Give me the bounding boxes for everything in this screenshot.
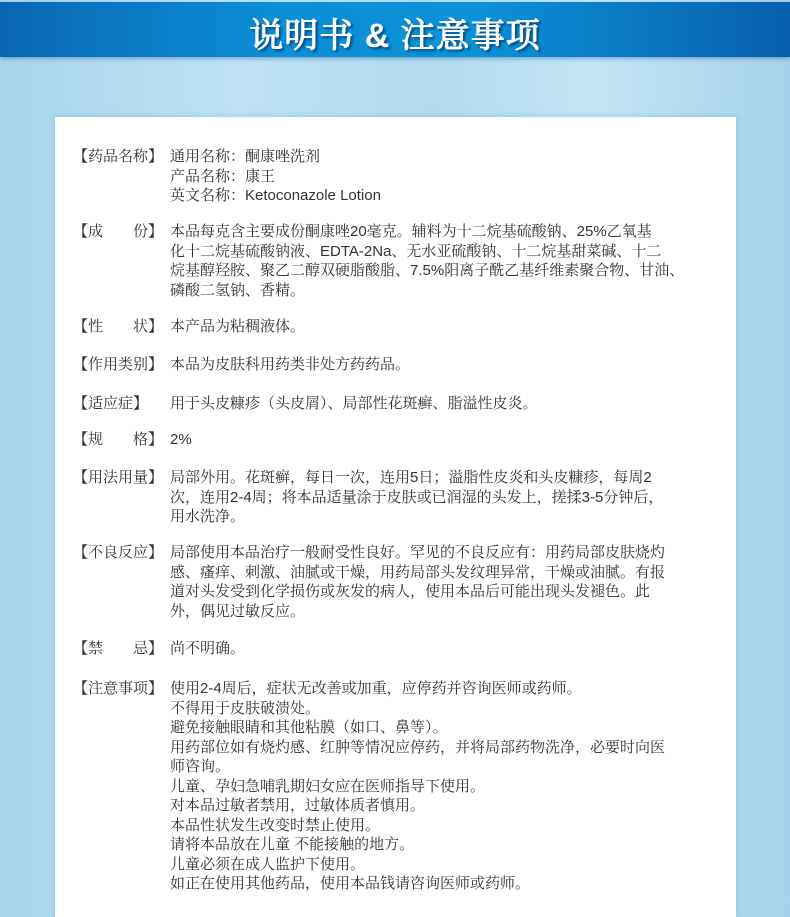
page-title: 说明书 & 注意事项	[249, 17, 541, 55]
section-line: 用药部位如有烧灼感、红肿等情况应停药，并将局部药物洗净，必要时向医	[170, 738, 666, 756]
section-line: 用于头皮糠疹（头皮屑）、局部性花斑癣、脂溢性皮炎。	[170, 395, 538, 412]
section-line: 本品为皮肤科用药类非处方药药品。	[170, 356, 411, 373]
section-line: 英文名称：Ketoconazole Lotion	[170, 187, 381, 204]
section-indications	[73, 394, 538, 414]
section-label: 【用法用量】	[73, 469, 164, 486]
section-line: 感、瘙痒、刺激、油腻或干燥，用药局部头发纹理异常，干燥或油腻。有报	[170, 563, 666, 581]
section-body	[170, 394, 538, 414]
section-line: 本品性状发生改变时禁止使用。	[170, 816, 381, 834]
section-line: 本产品为粘稠液体。	[170, 318, 306, 335]
section-adverse-reactions	[73, 543, 665, 621]
section-body	[170, 430, 192, 450]
section-label: 【不良反应】	[73, 544, 164, 561]
section-line: 2%	[170, 431, 192, 448]
section-label: 【注意事项】	[73, 680, 164, 697]
section-ingredients	[73, 222, 684, 300]
section-drug-name	[73, 147, 381, 206]
section-label: 【成 份】	[73, 223, 164, 240]
section-line: 如正在使用其他药品，使用本品钱请咨询医师或药师。	[170, 875, 531, 892]
section-appearance	[73, 317, 305, 337]
section-line: 不得用于皮肤破溃处。	[170, 699, 321, 717]
section-line: 产品名称：康王	[170, 167, 276, 185]
section-label: 【药品名称】	[73, 148, 164, 165]
section-contraindications	[73, 639, 245, 659]
section-body	[170, 355, 410, 375]
section-line: 师咨询。	[170, 758, 231, 775]
header-banner	[0, 2, 790, 57]
section-dosage	[73, 468, 663, 527]
section-body	[170, 543, 665, 621]
section-line: 化十二烷基硫酸钠液、EDTA-2Na、无水亚硫酸钠、十二烷基甜菜碱、十二	[170, 242, 662, 260]
section-line: 外，偶见过敏反应。	[170, 602, 306, 620]
section-line: 道对头发受到化学损伤或灰发的病人，使用本品后可能出现头发褪色。此	[170, 583, 651, 600]
section-line: 儿童必须在成人监护下使用。	[170, 855, 366, 873]
section-body	[170, 679, 665, 894]
section-body	[170, 639, 245, 659]
section-body	[170, 222, 684, 300]
section-label: 【适应症】	[73, 395, 149, 412]
section-line: 通用名称：酮康唑洗剂	[170, 148, 321, 165]
section-line: 磷酸二氢钠、香精。	[170, 281, 306, 299]
section-label: 【性 状】	[73, 318, 164, 335]
section-line: 尚不明确。	[170, 640, 246, 657]
section-line: 用水洗净。	[170, 508, 246, 525]
section-category	[73, 355, 410, 375]
section-label: 【禁 忌】	[73, 640, 164, 657]
section-line: 本品每克含主要成份酮康唑20毫克。辅料为十二烷基硫酸钠、25%乙氧基	[170, 223, 652, 240]
section-line: 局部外用。花斑癣，每日一次，连用5日；溢脂性皮炎和头皮糠疹，每周2	[170, 469, 652, 486]
section-label: 【规 格】	[73, 431, 164, 448]
section-body	[170, 468, 663, 527]
section-line: 请将本品放在儿童 不能接触的地方。	[170, 836, 415, 853]
section-line: 次，连用2-4周；将本品适量涂于皮肤或已润湿的头发上，搓揉3-5分钟后，	[170, 488, 664, 506]
section-line: 局部使用本品治疗一般耐受性良好。罕见的不良反应有：用药局部皮肤烧灼	[170, 544, 666, 561]
section-line: 儿童、孕妇急哺乳期妇女应在医师指导下使用。	[170, 777, 486, 795]
section-precautions	[73, 679, 665, 894]
section-line: 使用2-4周后，症状无改善或加重，应停药并咨询医师或药师。	[170, 680, 582, 697]
section-line: 避免接触眼睛和其他粘膜（如口、鼻等）。	[170, 719, 448, 736]
section-line: 对本品过敏者禁用，过敏体质者慎用。	[170, 797, 426, 814]
section-body	[170, 147, 381, 206]
section-body	[170, 317, 305, 337]
section-label: 【作用类别】	[73, 356, 164, 373]
section-specification	[73, 430, 192, 450]
section-line: 烷基醇羟胺、聚乙二醇双硬脂酸脂、7.5%阳离子酰乙基纤维素聚合物、甘油、	[170, 262, 685, 279]
